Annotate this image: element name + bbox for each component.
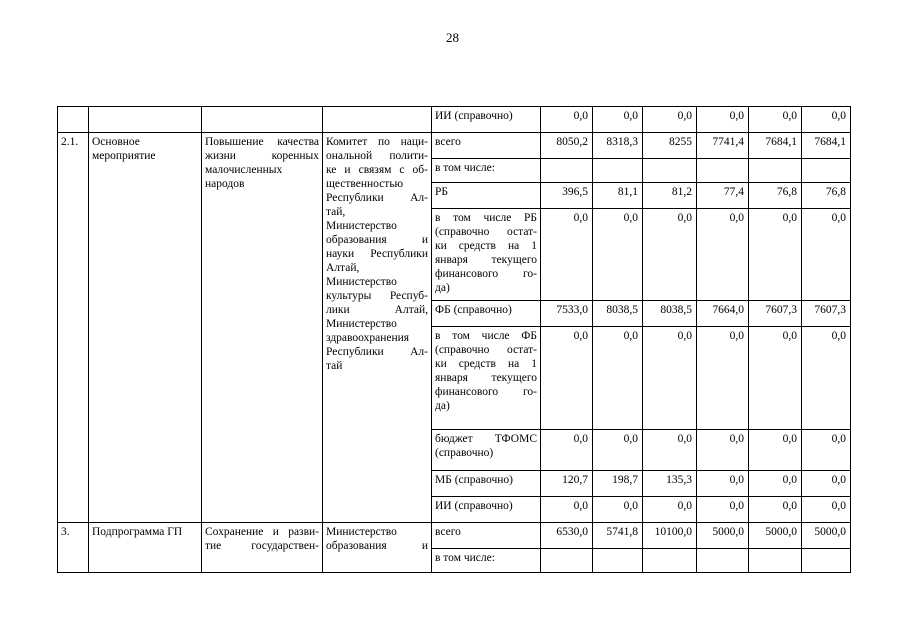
value-cell [697,159,749,183]
value-cell: 77,4 [697,183,749,209]
text-line: тай, [326,206,346,218]
value-cell: 7533,0 [541,301,593,327]
text-line: лики Алтай, [326,304,428,316]
value-cell [749,549,802,573]
value-cell: 7684,1 [749,133,802,159]
value-cell: 7684,1 [802,133,851,159]
text-line: Министерство [326,526,397,538]
value-cell: 76,8 [802,183,851,209]
value-cell: 0,0 [697,497,749,523]
text-line: финансового го- [435,268,537,280]
value-cell: 0,0 [697,471,749,497]
value-cell: 0,0 [643,107,697,133]
value-cell: 5000,0 [802,523,851,549]
source-cell: всего [432,133,541,159]
value-cell [643,159,697,183]
text-line: (справочно остат- [435,226,537,238]
value-cell: 10100,0 [643,523,697,549]
name-cell: Повышение качества жизни коренных малочисленных народов [202,133,323,523]
text-line: Министерство [326,220,397,232]
value-cell [541,549,593,573]
value-cell: 7607,3 [749,301,802,327]
source-cell [432,430,541,471]
text-line: в том числе РБ [435,212,537,224]
table-row [58,107,851,133]
text-line: тие государствен- [205,540,319,552]
value-cell [643,549,697,573]
text-line: Сохранение и разви- [205,526,319,538]
text-line: января текущего [435,254,537,266]
value-cell: 0,0 [802,209,851,301]
value-cell: 8318,3 [593,133,643,159]
text-line: да) [435,400,450,412]
executor-cell [323,133,432,523]
number-cell: 3. [58,523,89,573]
value-cell: 0,0 [593,209,643,301]
value-cell: 0,0 [749,471,802,497]
page-number: 28 [446,30,459,45]
value-cell: 0,0 [802,471,851,497]
value-cell: 0,0 [643,430,697,471]
text-line: Министерство [326,318,397,330]
executor-cell [323,107,432,133]
value-cell: 5741,8 [593,523,643,549]
text-line: тай [326,360,343,372]
text-line: (справочно остат- [435,344,537,356]
value-cell: 8050,2 [541,133,593,159]
value-cell: 81,1 [593,183,643,209]
budget-table [57,106,851,573]
text-line: Комитет по наци- [326,136,428,148]
table-row [58,523,851,549]
source-cell: ИИ (справочно) [432,497,541,523]
text-line: Министерство [326,276,397,288]
number-cell: 2.1. [58,133,89,523]
type-cell [89,107,202,133]
text-line: бюджет ТФОМС [435,433,537,445]
source-cell: в том числе: [432,549,541,573]
value-cell: 396,5 [541,183,593,209]
value-cell: 0,0 [541,327,593,430]
value-cell [697,549,749,573]
value-cell [593,159,643,183]
value-cell: 0,0 [593,107,643,133]
text-line: ки средств на 1 [435,240,537,252]
value-cell [802,159,851,183]
value-cell: 0,0 [593,327,643,430]
text-line: ональной полити- [326,150,428,162]
source-cell [432,209,541,301]
type-cell: Подпрограмма ГП [89,523,202,573]
value-cell: 7664,0 [697,301,749,327]
value-cell: 0,0 [749,430,802,471]
table-row [58,133,851,159]
value-cell: 8038,5 [643,301,697,327]
value-cell: 0,0 [697,209,749,301]
value-cell: 0,0 [541,209,593,301]
value-cell [749,159,802,183]
value-cell: 5000,0 [749,523,802,549]
source-cell: в том числе: [432,159,541,183]
text-line: Республики Ал- [326,346,428,358]
value-cell: 0,0 [697,430,749,471]
number-cell [58,107,89,133]
value-cell: 8255 [643,133,697,159]
value-cell: 8038,5 [593,301,643,327]
source-cell: ИИ (справочно) [432,107,541,133]
value-cell: 0,0 [643,327,697,430]
value-cell: 0,0 [541,497,593,523]
text-line: да) [435,282,450,294]
value-cell: 120,7 [541,471,593,497]
text-line: Основное мероприятие [92,136,156,162]
value-cell [593,549,643,573]
value-cell: 0,0 [802,107,851,133]
text-line: ке и связям с об- [326,164,428,176]
value-cell: 7741,4 [697,133,749,159]
text-line: в том числе ФБ [435,330,537,342]
text-line: науки Республики [326,248,428,260]
source-cell: всего [432,523,541,549]
value-cell: 81,2 [643,183,697,209]
text-line: образования и [326,234,428,246]
source-cell: ФБ (справочно) [432,301,541,327]
source-cell [432,327,541,430]
value-cell: 0,0 [802,430,851,471]
text-line: Республики Ал- [326,192,428,204]
text-line: финансового го- [435,386,537,398]
type-cell [89,133,202,523]
source-cell: РБ [432,183,541,209]
value-cell: 135,3 [643,471,697,497]
value-cell: 198,7 [593,471,643,497]
value-cell: 0,0 [541,107,593,133]
source-cell: МБ (справочно) [432,471,541,497]
name-cell [202,107,323,133]
value-cell: 5000,0 [697,523,749,549]
value-cell: 0,0 [749,209,802,301]
value-cell: 0,0 [749,107,802,133]
text-line: здравоохранения [326,332,410,344]
value-cell: 0,0 [541,430,593,471]
value-cell [802,549,851,573]
value-cell: 0,0 [749,497,802,523]
text-line: Алтай, [326,262,360,274]
value-cell: 0,0 [593,430,643,471]
value-cell: 0,0 [802,497,851,523]
value-cell: 0,0 [697,107,749,133]
value-cell: 0,0 [643,209,697,301]
value-cell: 76,8 [749,183,802,209]
value-cell: 0,0 [643,497,697,523]
value-cell: 0,0 [749,327,802,430]
text-line: образования и [326,540,428,552]
executor-cell [323,523,432,573]
text-line: ки средств на 1 [435,358,537,370]
text-line: культуры Респуб- [326,290,428,302]
text-line: (справочно) [435,447,494,459]
text-line: января текущего [435,372,537,384]
value-cell: 0,0 [802,327,851,430]
value-cell: 7607,3 [802,301,851,327]
value-cell: 6530,0 [541,523,593,549]
value-cell: 0,0 [593,497,643,523]
value-cell: 0,0 [697,327,749,430]
value-cell [541,159,593,183]
name-cell [202,523,323,573]
text-line: щественностью [326,178,404,190]
